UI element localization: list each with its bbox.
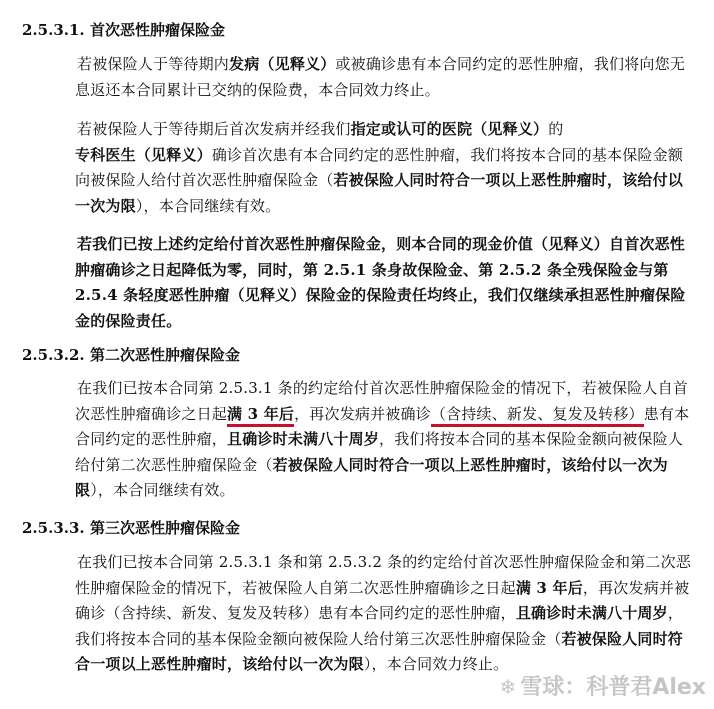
section-heading-2-5-3-2 bbox=[22, 345, 240, 365]
text-run: 若被保险人同时符合一项以上恶性肿瘤时，该给付以一次为限 bbox=[75, 455, 668, 499]
section-number: 2.5.3.1. bbox=[22, 21, 85, 39]
text-run: 发病（见释义） bbox=[229, 55, 336, 73]
text-run: ，我们将按本合同的基本保险金额向被保险人给付第二次恶性肿瘤保险金（ bbox=[75, 430, 684, 474]
text-run: 若被保险人于等待期后首次发病并经我们 bbox=[77, 120, 351, 138]
section-title: 第三次恶性肿瘤保险金 bbox=[90, 519, 241, 537]
text-run: 且确诊时未满八十周岁 bbox=[515, 604, 668, 622]
text-run: ），本合同继续有效。 bbox=[90, 481, 235, 499]
paragraph-s2-p1 bbox=[75, 376, 693, 504]
text-run: 若被保险人于等待期内 bbox=[77, 55, 230, 73]
text-run: 专科医生（见释义） bbox=[75, 145, 212, 164]
section-title: 第二次恶性肿瘤保险金 bbox=[90, 346, 241, 364]
text-run: 若被保险人同时符合一项以上恶性肿瘤时，该给付以一次为限 bbox=[75, 629, 684, 673]
paragraph-s1-p2 bbox=[75, 117, 693, 219]
text-run: ，我们将按本合同的基本保险金额向被保险人给付第三次恶性肿瘤保险金（ bbox=[75, 604, 684, 648]
text-run: （含持续、新发、复发及转移） bbox=[431, 405, 644, 427]
paragraph-s3-p1 bbox=[75, 550, 693, 678]
section-heading-2-5-3-3 bbox=[22, 518, 240, 538]
text-run: 患有本合同约定的恶性肿瘤， bbox=[75, 404, 690, 448]
watermark bbox=[500, 670, 706, 701]
text-run: 若被保险人同时符合一项以上恶性肿瘤时，该给付以一次为限 bbox=[75, 171, 684, 215]
text-run: 的 bbox=[548, 120, 564, 138]
paragraph-s1-p1 bbox=[75, 52, 693, 103]
text-run: ），本合同继续有效。 bbox=[135, 196, 281, 215]
section-title: 首次恶性肿瘤保险金 bbox=[90, 21, 226, 39]
section-number: 2.5.3.2. bbox=[22, 346, 85, 364]
text-run: 在我们已按本合同第 2.5.3.1 条的约定给付首次恶性肿瘤保险金的情况下，若被保险人自首次恶性肿瘤确诊之日起 bbox=[75, 379, 689, 423]
watermark-text: 雪球：科普君Alex bbox=[520, 675, 706, 700]
text-run: 或被确诊患有本合同约定的恶性肿瘤，我们将向您无息返还本合同累计已交纳的保险费，本合同效力终止。 bbox=[75, 55, 686, 99]
snowflake-icon: ❄ bbox=[499, 675, 517, 699]
text-run: 确诊首次患有本合同约定的恶性肿瘤，我们将按本合同的基本保险金额向被保险人给付首次恶性肿瘤保险金（ bbox=[75, 145, 684, 189]
text-run: 在我们已按本合同第 2.5.3.1 条和第 2.5.3.2 条的约定给付首次恶性肿瘤保险金和第二次恶性肿瘤保险金的情况下，若被保险人自第二次恶性肿瘤确诊之日起 bbox=[75, 553, 692, 597]
section-heading-2-5-3-1 bbox=[22, 20, 225, 40]
text-run: ，再次发病并被确诊（含持续、新发、复发及转移）患有本合同约定的恶性肿瘤， bbox=[75, 578, 690, 622]
text-run: 满 3 年后 bbox=[515, 578, 583, 597]
text-run: ），本合同效力终止。 bbox=[363, 655, 509, 673]
text-run: 且确诊时未满八十周岁 bbox=[227, 430, 380, 448]
text-run: ，再次发病并被确诊 bbox=[294, 404, 431, 423]
text-run: 指定或认可的医院（见释义） bbox=[350, 120, 549, 138]
paragraph-s1-p3: 若我们已按上述约定给付首次恶性肿瘤保险金，则本合同的现金价值（见释义）自首次恶性肿瘤确诊之日起降低为零，同时，第 2.5.1 条身故保险金、第 2.5.2 条全残保险金与第 2.5.4 条轻度恶性肿瘤（见释义）保险金的保险责任均终止，我们仅继续承担恶性肿瘤保险金的保险责任。 bbox=[75, 235, 686, 330]
text-run: 满 3 年后 bbox=[227, 405, 294, 427]
section-number: 2.5.3.3. bbox=[22, 519, 85, 537]
